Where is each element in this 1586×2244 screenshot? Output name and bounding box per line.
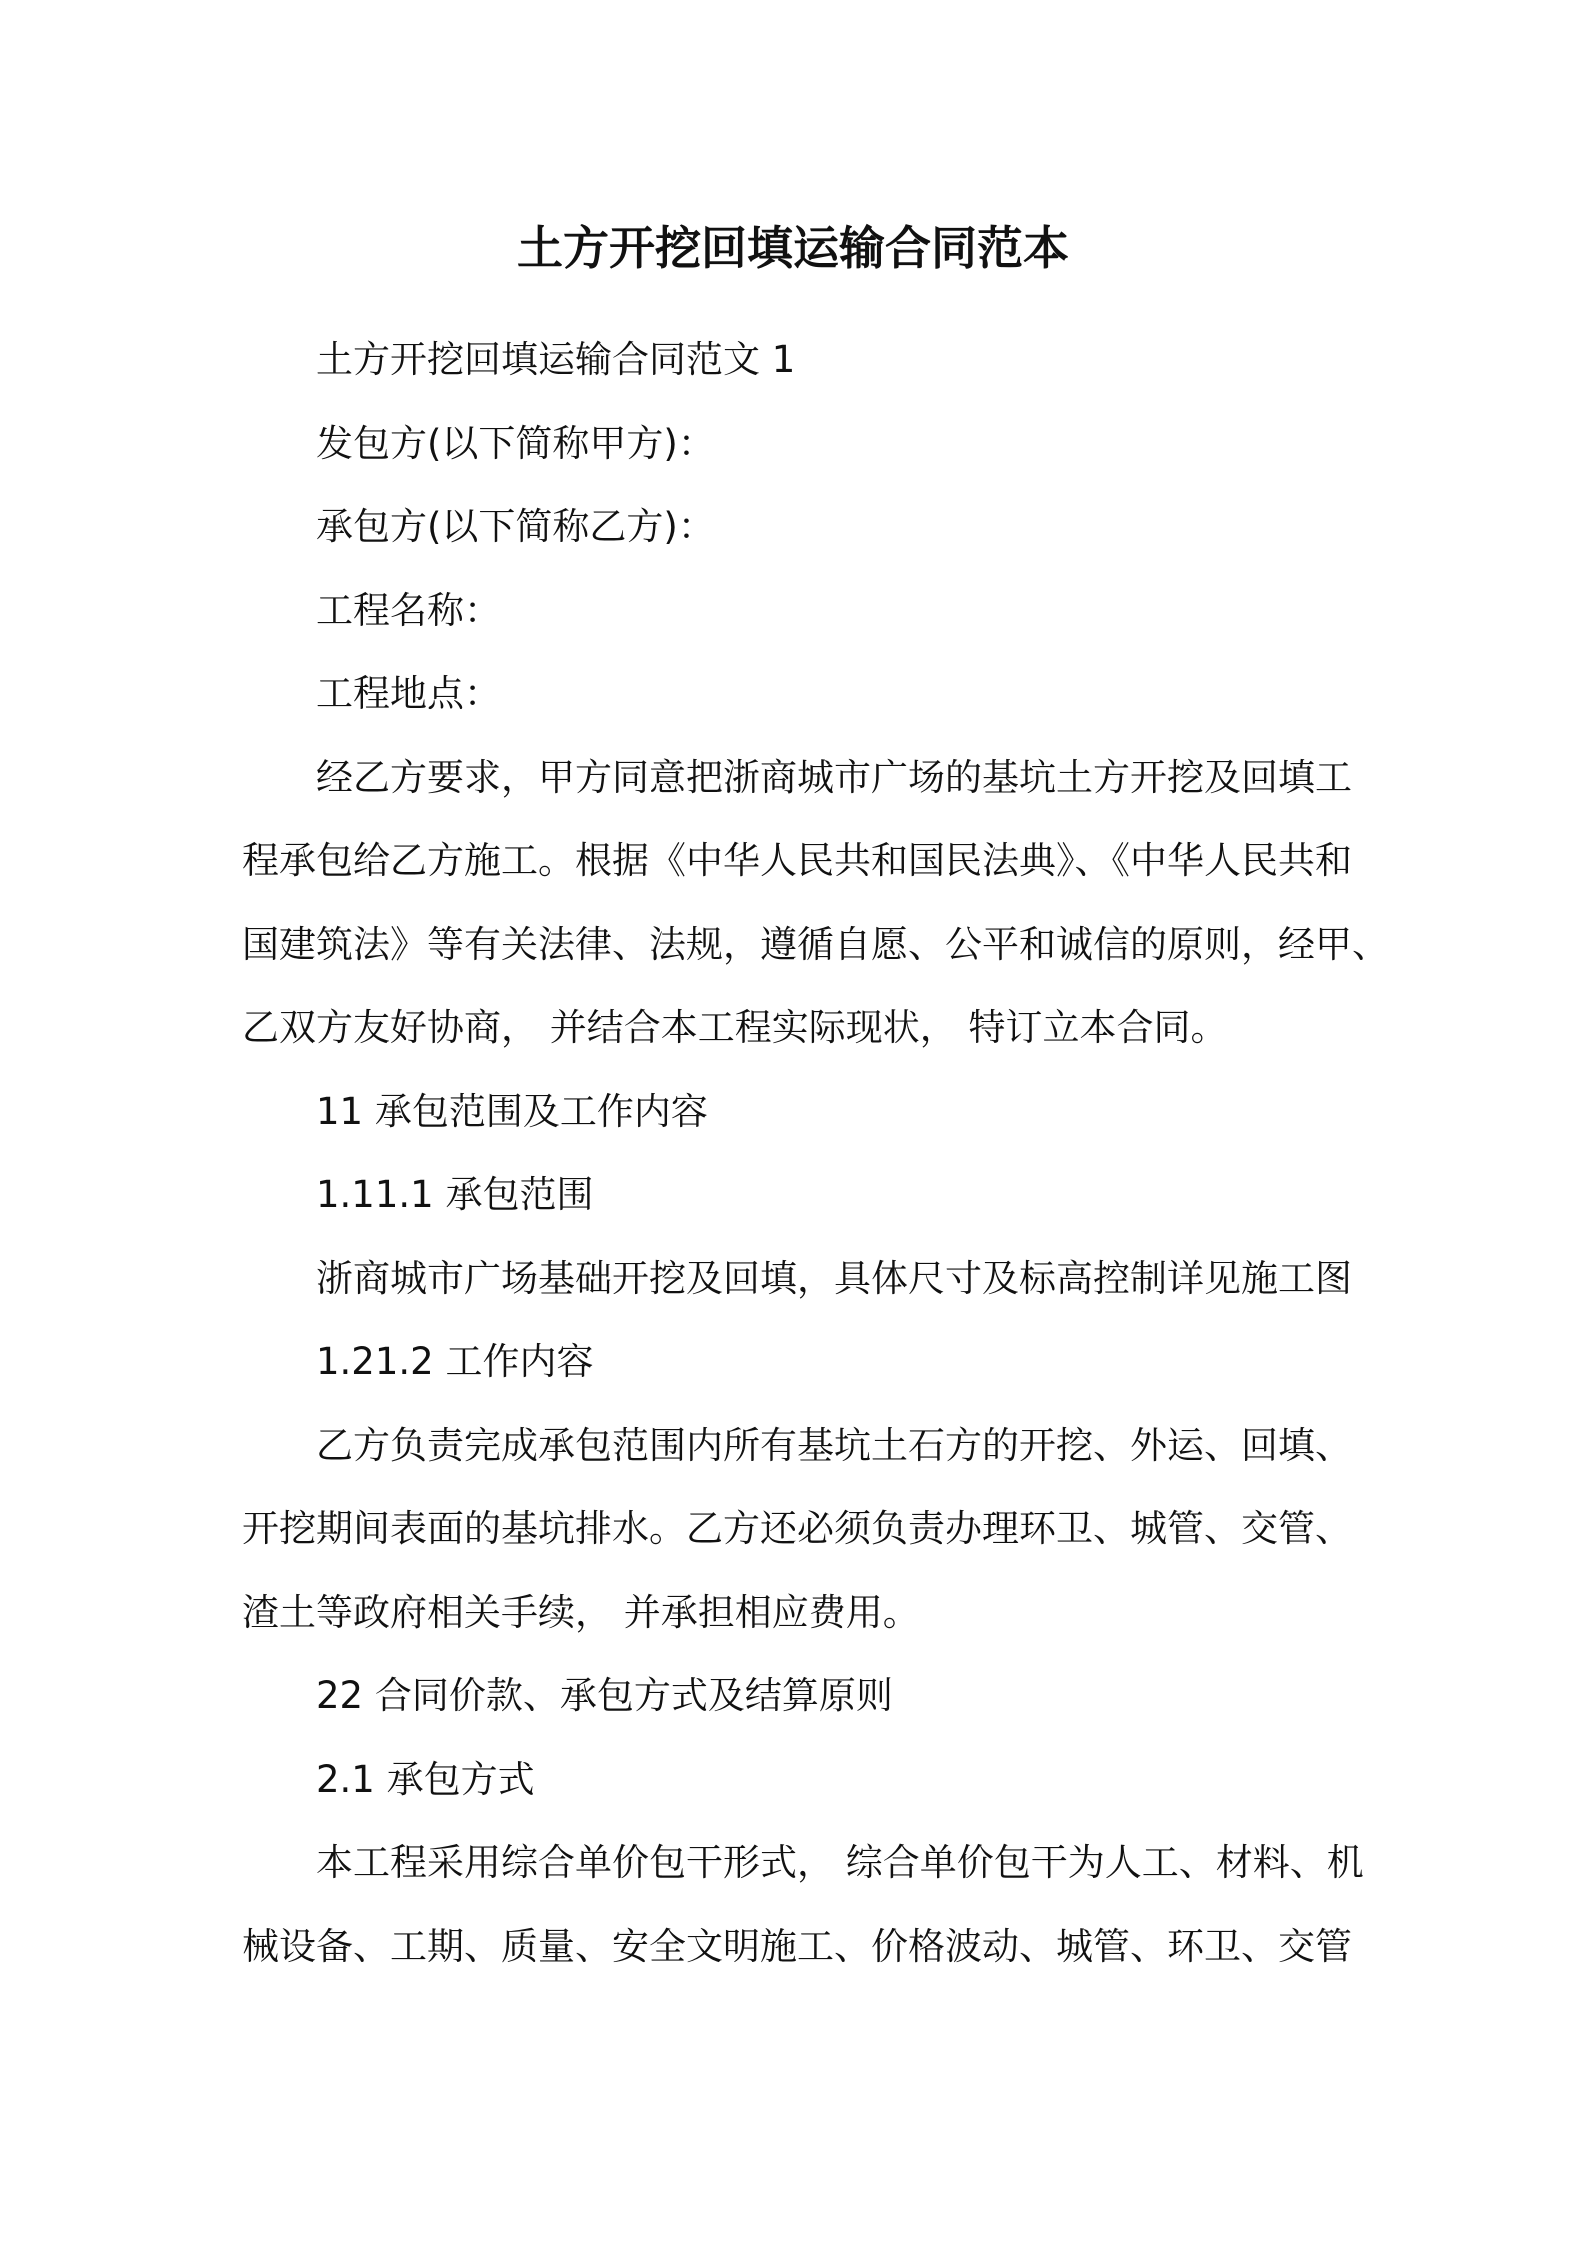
- document-line: 土方开挖回填运输合同范文 1: [316, 338, 796, 381]
- document-title: 土方开挖回填运输合同范本: [517, 221, 1069, 275]
- document-line: 经乙方要求，甲方同意把浙商城市广场的基坑土方开挖及回填工: [316, 755, 1352, 799]
- document-line: 渣土等政府相关手续， 并承担相应费用。: [242, 1590, 920, 1634]
- document-line: 发包方(以下简称甲方)：: [316, 421, 715, 465]
- document-line: 22 合同价款、承包方式及结算原则: [316, 1674, 893, 1717]
- document-line: 乙双方友好协商， 并结合本工程实际现状， 特订立本合同。: [242, 1006, 1228, 1049]
- document-line: 1.21.2 工作内容: [316, 1340, 594, 1383]
- document-line: 工程名称：: [316, 588, 501, 632]
- document-line: 程承包给乙方施工。根据《中华人民共和国民法典》、《中华人民共和: [242, 839, 1352, 882]
- document-body: [242, 318, 1389, 1988]
- document-line: 承包方(以下简称乙方)：: [316, 505, 715, 548]
- document-line: 国建筑法》等有关法律、法规，遵循自愿、公平和诚信的原则，经甲、: [242, 922, 1389, 966]
- document-line: 2.1 承包方式: [316, 1757, 535, 1801]
- document-line: 浙商城市广场基础开挖及回填，具体尺寸及标高控制详见施工图: [316, 1256, 1352, 1300]
- document-line: 本工程采用综合单价包干形式， 综合单价包干为人工、材料、机: [316, 1841, 1364, 1884]
- document-line: 工程地点：: [316, 672, 501, 715]
- document-line: 乙方负责完成承包范围内所有基坑土石方的开挖、外运、回填、: [316, 1423, 1352, 1467]
- document-line: 11 承包范围及工作内容: [316, 1089, 708, 1133]
- document-line: 开挖期间表面的基坑排水。乙方还必须负责办理环卫、城管、交管、: [242, 1507, 1352, 1550]
- document-line: 1.11.1 承包范围: [316, 1173, 594, 1216]
- document-line: 械设备、工期、质量、安全文明施工、价格波动、城管、环卫、交管: [242, 1924, 1352, 1968]
